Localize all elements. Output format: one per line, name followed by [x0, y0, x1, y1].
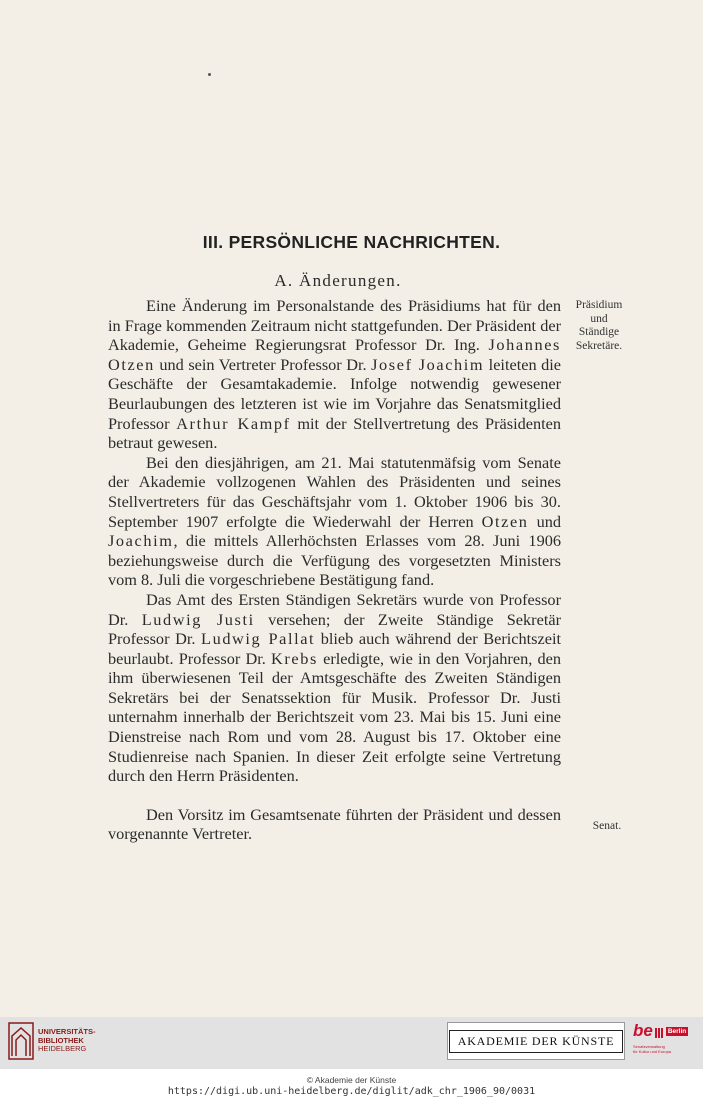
- margin-note-senat: Senat.: [592, 820, 622, 832]
- text-run: versehen; der Zweite Ständige Sekretär Professor Dr.: [108, 609, 561, 649]
- paragraph: [108, 590, 561, 786]
- text-run: Das Amt des Ersten Ständigen Sekretärs wurde von Professor Dr.: [108, 589, 561, 629]
- spaced-name: Krebs: [271, 648, 318, 668]
- spaced-name: Johannes Otzen: [108, 335, 561, 374]
- text-run: und: [528, 511, 561, 531]
- berlin-logo-prefix: be: [633, 1021, 653, 1040]
- library-logo-line: HEIDELBERG: [38, 1044, 87, 1054]
- berlin-logo-sub-line: Senatsverwaltung: [633, 1044, 665, 1049]
- copyright-notice: © Akademie der Künste: [306, 1075, 397, 1085]
- text-run: Eine Änderung im Personalstande des Präsidiums hat für den in Frage kommenden Zeitraum nicht stattgefunden. Der Präsident der Akademie, Geheime Regierungsrat Professor Dr. Ing.: [108, 296, 561, 355]
- margin-note-praesidium: [566, 299, 632, 353]
- paragraph: [108, 453, 561, 590]
- paragraph: [108, 805, 561, 844]
- permalink-url[interactable]: https://digi.ub.uni-heidelberg.de/diglit/adk_chr_1906_90/0031: [167, 1086, 536, 1097]
- subsection-heading: A. Änderungen.: [274, 271, 402, 290]
- spaced-name: Otzen: [481, 511, 529, 531]
- spaced-name: Arthur Kampf: [176, 413, 291, 433]
- body-text: [108, 296, 561, 844]
- text-run: mit der Stellvertretung des Präsidenten betraut gewesen.: [108, 413, 561, 453]
- text-run: , die mittels Allerhöchsten Erlasses vom 28. Juni 1906 beziehungsweise durch die Verfügung des vorgesetzten Ministers vom 8. Juli die vorgeschriebene Bestätigung fand.: [108, 531, 561, 590]
- margin-note-line: Präsidium: [575, 299, 623, 311]
- spaced-name: Ludwig Justi: [141, 609, 255, 629]
- berlin-badge: Berlin: [667, 1027, 687, 1035]
- text-run: leiteten die Geschäfte der Gesamtakademie. Infolge notwendig gewesener Beurlaubungen des letzteren ist wie im Vorjahre das Senatsmitglied Professor: [108, 354, 562, 433]
- library-logo-text: [38, 1028, 96, 1054]
- text-run: blieb auch während der Berichtszeit beurlaubt. Professor Dr.: [108, 629, 561, 668]
- spaced-name: Joachim: [108, 531, 174, 551]
- text-run: und sein Vertreter Professor Dr.: [154, 354, 372, 374]
- text-run: Den Vorsitz im Gesamtsenate führten der Präsident und dessen vorgenannte Vertreter.: [108, 804, 561, 844]
- spaced-name: Ludwig Pallat: [201, 629, 316, 649]
- berlin-logo-sub: [633, 1044, 697, 1054]
- library-logo-line: UNIVERSITÄTS-: [38, 1027, 96, 1037]
- spaced-name: Josef Joachim: [371, 354, 485, 374]
- margin-note-line: Sekretäre.: [575, 339, 623, 352]
- library-logo[interactable]: [8, 1022, 96, 1060]
- margin-note-line: und: [590, 312, 608, 325]
- speck-mark: [208, 73, 211, 76]
- berlin-bars-icon: [655, 1024, 664, 1038]
- margin-note-line: Ständige: [578, 326, 620, 338]
- section-heading: III. PERSÖNLICHE NACHRICHTEN.: [202, 232, 501, 252]
- berlin-logo[interactable]: [633, 1022, 697, 1062]
- library-emblem-icon: [8, 1022, 34, 1060]
- akademie-label: AKADEMIE DER KÜNSTE: [449, 1030, 624, 1053]
- berlin-logo-sub-line: für Kultur und Europa: [633, 1049, 672, 1054]
- text-run: erledigte, wie in den Vorjahren, den ihm überwiesenen Teil der Amtsgeschäfte des Zweiten Ständigen Sekretärs bei der Senatssektion für Musik. Professor Dr. Justi unternahm innerhalb der Berichtszeit vom 23. Mai bis 15. Juni eine Dienstreise nach Rom und vom 28. August bis 17. Oktober eine Studienreise nach Spanien. In dieser Zeit erfolgte seine Vertretung durch den Herrn Präsidenten.: [108, 648, 561, 786]
- paragraph: [108, 296, 561, 453]
- akademie-logo[interactable]: [447, 1022, 625, 1060]
- library-logo-line: BIBLIOTHEK: [38, 1035, 84, 1045]
- text-run: Bei den diesjährigen, am 21. Mai statutenmäfsig vom Senate der Akademie vollzogenen Wahlen des Präsidenten und seines Stellvertreters für das Geschäftsjahr vom 1. Oktober 1906 bis 30. September 1907 erfolgte die Wiederwahl der Herren: [108, 452, 561, 531]
